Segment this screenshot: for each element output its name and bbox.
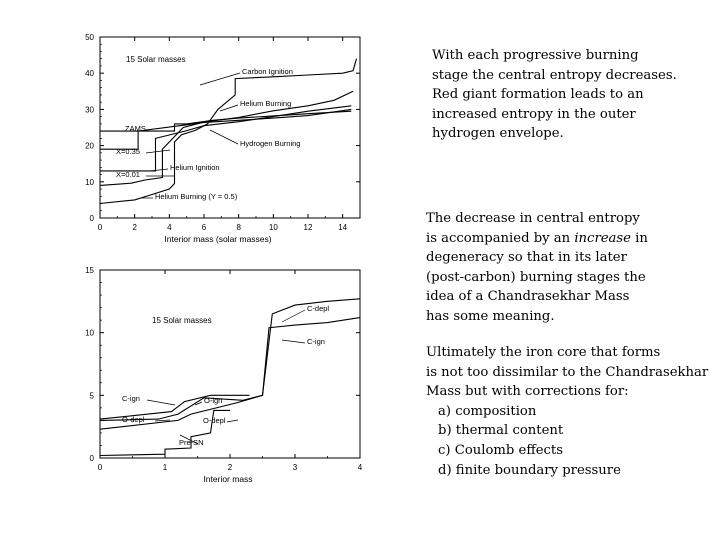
x-axis-label: Interior mass (solar masses) [164, 234, 272, 244]
paragraph-degeneracy [426, 209, 648, 327]
x-tick-label: 3 [292, 463, 298, 472]
curve-label: O-depl [203, 416, 226, 425]
y-tick-label: 20 [85, 141, 94, 151]
p2-line: The decrease in central entropy [426, 211, 640, 226]
x-tick-label: 4 [357, 463, 363, 472]
leader-line [282, 340, 305, 343]
y-tick-label: 0 [89, 214, 94, 223]
y-tick-label: 10 [85, 328, 94, 338]
x-tick-label: 6 [201, 223, 207, 232]
p2-line: idea of a Chandrasekhar Mass [426, 289, 630, 305]
p1-line: Red giant formation leads to an [432, 87, 644, 103]
x-tick-label: 2 [227, 463, 233, 472]
paragraph-entropy-decrease [432, 46, 677, 144]
x-tick-label: 14 [338, 223, 348, 232]
p1-line: hydrogen envelope. [432, 126, 564, 142]
correction-item: a) composition [438, 403, 537, 419]
correction-item: c) Coulomb effects [438, 442, 563, 458]
x-axis-label: Interior mass [203, 474, 253, 484]
curve-label: O-depl [122, 415, 145, 424]
entropy-chart-2 [85, 266, 363, 484]
p1-line: stage the central entropy decreases. [432, 67, 677, 83]
x-tick-label: 12 [303, 223, 313, 232]
leader-line [147, 400, 175, 405]
chart-annotation: 15 Solar masses [126, 55, 186, 64]
p2-suffix: in [630, 230, 648, 246]
leader-line [227, 420, 238, 422]
p3-line: Mass but with corrections for: [426, 384, 629, 400]
curve-label: Helium Ignition [170, 163, 220, 172]
curve-label: Helium Burning (Y = 0.5) [155, 192, 238, 201]
y-tick-label: 15 [85, 266, 94, 275]
y-tick-label: 10 [85, 177, 94, 187]
p2-italic-word: increase [574, 230, 631, 246]
x-tick-label: 0 [97, 463, 103, 472]
leader-line [282, 310, 305, 322]
p3-line: Ultimately the iron core that forms [426, 345, 661, 360]
curve-label: C-ign [122, 394, 140, 403]
x-tick-label: 10 [268, 223, 278, 232]
p2-line: has some meaning. [426, 308, 555, 324]
x-tick-label: 0 [97, 223, 103, 232]
p2-line: degeneracy so that in its later [426, 250, 627, 266]
curve-label: O-ign [204, 396, 223, 405]
curve-label: X=0.01 [116, 170, 140, 179]
curve-label: Pre-SN [179, 438, 204, 447]
series-line [100, 299, 360, 429]
y-tick-label: 50 [85, 33, 94, 42]
p2-line-emphasis [426, 229, 648, 249]
leader-line [210, 130, 238, 144]
y-tick-label: 40 [85, 69, 94, 79]
y-tick-label: 5 [89, 391, 94, 401]
y-tick-label: 30 [85, 105, 94, 115]
correction-item: b) thermal content [438, 423, 564, 439]
p1-line: increased entropy in the outer [432, 106, 636, 122]
p2-prefix: is accompanied by an [426, 230, 575, 246]
p1-line: With each progressive burning [432, 48, 639, 63]
curve-label: X=0.35 [116, 147, 140, 156]
x-tick-label: 4 [167, 223, 172, 232]
curve-label: Helium Burning [240, 99, 292, 108]
x-tick-label: 1 [162, 463, 168, 472]
leader-line [150, 169, 168, 171]
curve-label: Carbon Ignition [242, 67, 293, 76]
plot-frame [100, 270, 360, 458]
entropy-chart-1 [85, 33, 360, 244]
x-tick-label: 8 [236, 223, 241, 232]
curve-label: C-depl [307, 304, 330, 313]
x-tick-label: 2 [132, 223, 137, 232]
y-tick-label: 0 [89, 454, 94, 463]
curve-label: C-ign [307, 337, 325, 346]
leader-line [155, 420, 170, 421]
leader-line [200, 73, 240, 85]
curve-label: Hydrogen Burning [240, 139, 301, 148]
chart-annotation: 15 Solar masses [152, 316, 212, 325]
p2-line: (post-carbon) burning stages the [426, 269, 646, 285]
correction-item: d) finite boundary pressure [438, 462, 621, 478]
curve-label: ZAMS [125, 124, 146, 133]
p3-line: is not too dissimilar to the Chandrasekhar [426, 364, 709, 380]
paragraph-iron-core [426, 343, 708, 480]
leader-line [146, 150, 170, 153]
